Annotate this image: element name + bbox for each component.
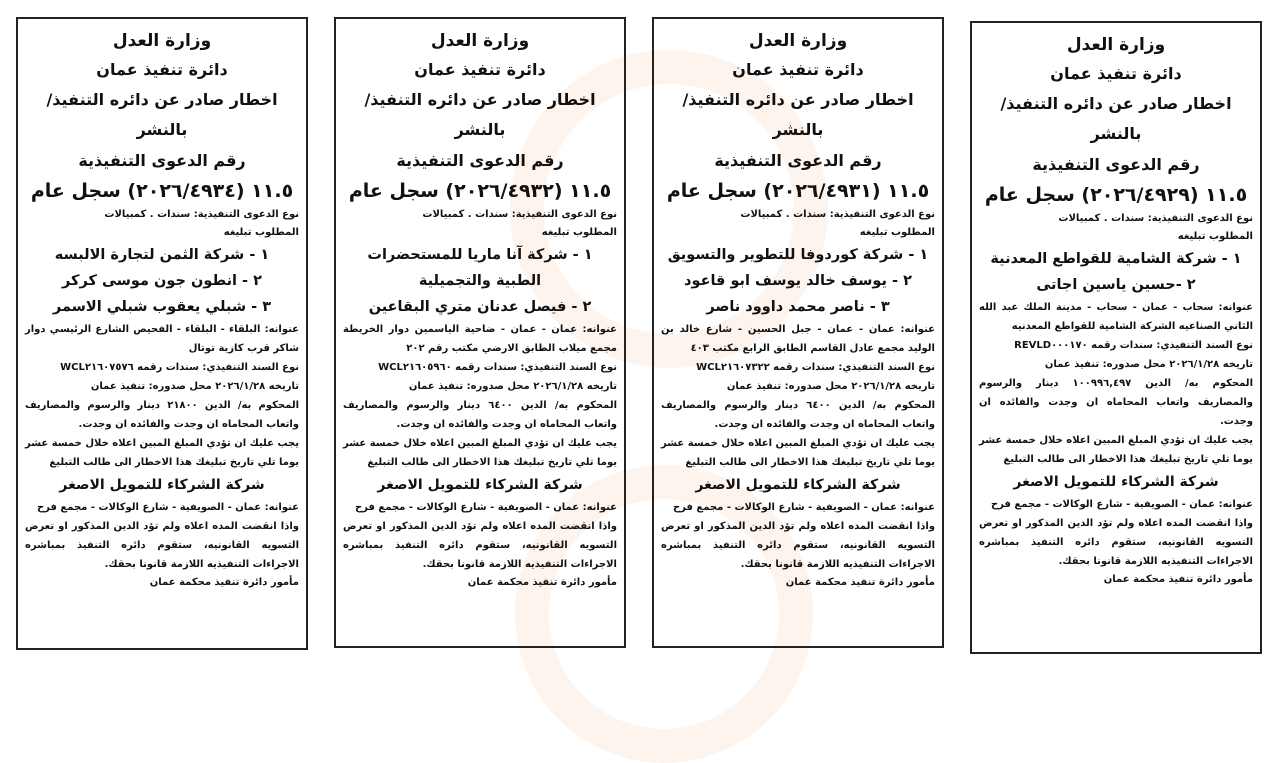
requested-label: المطلوب تبليغه (223, 227, 299, 238)
creditor-address: عنوانه: عمان - الصويفية - شارع الوكالات - مجمع فرح (672, 502, 935, 513)
notice-title: اخطار صادر عن دائره التنفيذ/ بالنشر (682, 90, 914, 139)
requested-label: المطلوب تبليغه (1177, 231, 1253, 242)
creditor-name: شركة الشركاء للتمويل الاصغر (695, 477, 901, 493)
department-heading: دائرة تنفيذ عمان (96, 60, 228, 79)
requested-label: المطلوب تبليغه (541, 227, 617, 238)
creditor-name: شركة الشركاء للتمويل الاصغر (377, 477, 583, 493)
department-heading: دائرة تنفيذ عمان (414, 60, 546, 79)
legal-notice (334, 17, 626, 648)
party-name: ١ - شركة الشامية للقواطع المعدنية (990, 251, 1242, 267)
creditor-name: شركة الشركاء للتمويل الاصغر (59, 477, 265, 493)
legal-notice (652, 17, 944, 648)
party-name: ٣ - ناصر محمد داوود ناصر (706, 299, 890, 315)
party-name: ١ - شركة الثمن لتجارة الالبسه (54, 247, 270, 263)
bond-type: نوع السند التنفيذي: سندات رقمه WCL٢١٦٠٥٩٦٠ (378, 362, 617, 373)
case-type: نوع الدعوى التنفيذية: سندات . كمبيالات (1058, 213, 1253, 224)
department-heading: دائرة تنفيذ عمان (1050, 64, 1182, 83)
bond-type: نوع السند التنفيذي: سندات رقمه WCL٢١٦٠٧٣٢٢ (696, 362, 935, 373)
legal-notice (970, 21, 1262, 654)
payment-notice: يجب عليك ان تؤدي المبلغ المبين اعلاه خلال خمسة عشر يوما تلي تاريخ تبليغك هذا الاخطار الى طالب التبليغ (978, 435, 1253, 465)
bond-date: تاريخه ٢٠٢٦/١/٢٨ محل صدوره: تنفيذ عمان (90, 381, 299, 392)
creditor-name: شركة الشركاء للتمويل الاصغر (1013, 474, 1219, 490)
party-name: ٢ - يوسف خالد يوسف ابو قاعود (684, 273, 912, 289)
case-number: ١١.٥ (٢٠٢٦/٤٩٣١) سجل عام (666, 180, 930, 202)
signature-line: مأمور دائرة تنفيذ محكمة عمان (1103, 574, 1253, 585)
ministry-heading: وزارة العدل (748, 31, 848, 51)
warning-text: واذا انقضت المده اعلاه ولم تؤد الدين المذكور او تعرض التسويه القانونيه، ستقوم دائره التنفيذ بمباشره الاجراءات التنفيذيه اللازمة قانونا بحقك. (25, 521, 299, 570)
notice-title: اخطار صادر عن دائره التنفيذ/ بالنشر (46, 90, 278, 139)
legal-notice (16, 17, 308, 650)
case-label: رقم الدعوى التنفيذية (1032, 155, 1200, 174)
case-number: ١١.٥ (٢٠٢٦/٤٩٣٤) سجل عام (30, 180, 294, 202)
case-number: ١١.٥ (٢٠٢٦/٤٩٢٩) سجل عام (984, 184, 1248, 206)
notice-title: اخطار صادر عن دائره التنفيذ/ بالنشر (1000, 94, 1232, 143)
case-label: رقم الدعوى التنفيذية (78, 151, 246, 170)
party-name: ٣ - شبلي يعقوب شبلي الاسمر (52, 299, 272, 315)
case-type: نوع الدعوى التنفيذية: سندات . كمبيالات (422, 209, 617, 220)
department-heading: دائرة تنفيذ عمان (732, 60, 864, 79)
signature-line: مأمور دائرة تنفيذ محكمة عمان (149, 577, 299, 588)
signature-line: مأمور دائرة تنفيذ محكمة عمان (467, 577, 617, 588)
case-type: نوع الدعوى التنفيذية: سندات . كمبيالات (104, 209, 299, 220)
judgment-amount: المحكوم به/ الدين ١٠٠٩٩٦,٤٩٧ دينار والرسوم والمصاريف واتعاب المحاماه ان وجدت والفائده ان وجدت. (979, 378, 1253, 427)
party-name: ١ - شركة آنا ماريا للمستحضرات الطبية والتجميلية (367, 247, 593, 289)
party-address: عنوانه: عمان - عمان - جبل الحسين - شارع خالد بن الوليد مجمع عادل القاسم الطابق الرابع مكتب ٤٠٣ (661, 324, 935, 354)
case-label: رقم الدعوى التنفيذية (714, 151, 882, 170)
ministry-heading: وزارة العدل (112, 31, 212, 51)
bond-date: تاريخه ٢٠٢٦/١/٢٨ محل صدوره: تنفيذ عمان (726, 381, 935, 392)
party-name: ٢ -حسين ياسين اجاتى (1036, 277, 1196, 293)
bond-type: نوع السند التنفيذي: سندات رقمه WCL٢١٦٠٧٥٧٦ (60, 362, 299, 373)
case-type: نوع الدعوى التنفيذية: سندات . كمبيالات (740, 209, 935, 220)
case-number: ١١.٥ (٢٠٢٦/٤٩٣٢) سجل عام (348, 180, 612, 202)
bond-date: تاريخه ٢٠٢٦/١/٢٨ محل صدوره: تنفيذ عمان (408, 381, 617, 392)
bond-type: نوع السند التنفيذي: سندات رقمه REVLD٠٠٠١٧٠ (1014, 340, 1253, 351)
ministry-heading: وزارة العدل (430, 31, 530, 51)
party-address: عنوانه: عمان - عمان - ضاحية الياسمين دوار الخريطة مجمع ميلاب الطابق الارضي مكتب رقم ٢٠٢ (343, 324, 617, 354)
creditor-address: عنوانه: عمان - الصويفية - شارع الوكالات - مجمع فرح (354, 502, 617, 513)
warning-text: واذا انقضت المده اعلاه ولم تؤد الدين المذكور او تعرض التسويه القانونيه، ستقوم دائره التنفيذ بمباشره الاجراءات التنفيذيه اللازمة قانونا بحقك. (979, 518, 1253, 567)
warning-text: واذا انقضت المده اعلاه ولم تؤد الدين المذكور او تعرض التسويه القانونيه، ستقوم دائره التنفيذ بمباشره الاجراءات التنفيذيه اللازمة قانونا بحقك. (343, 521, 617, 570)
creditor-address: عنوانه: عمان - الصويفية - شارع الوكالات - مجمع فرح (990, 499, 1253, 510)
notice-title: اخطار صادر عن دائره التنفيذ/ بالنشر (364, 90, 596, 139)
party-name: ٢ - فيصل عدنان متري البقاعين (368, 299, 592, 315)
bond-date: تاريخه ٢٠٢٦/١/٢٨ محل صدوره: تنفيذ عمان (1044, 359, 1253, 370)
judgment-amount: المحكوم به/ الدين ٦٤٠٠ دينار والرسوم والمصاريف واتعاب المحاماه ان وجدت والفائده ان وجدت. (343, 400, 618, 430)
party-name: ١ - شركة كوردوفا للتطوير والتسويق (667, 247, 929, 263)
judgment-amount: المحكوم به/ الدين ٦٤٠٠ دينار والرسوم والمصاريف واتعاب المحاماه ان وجدت والفائده ان وجدت. (661, 400, 936, 430)
payment-notice: يجب عليك ان تؤدي المبلغ المبين اعلاه خلال خمسة عشر يوما تلي تاريخ تبليغك هذا الاخطار الى طالب التبليغ (24, 438, 299, 468)
creditor-address: عنوانه: عمان - الصويفية - شارع الوكالات - مجمع فرح (36, 502, 299, 513)
party-name: ٢ - انطون جون موسى كركر (62, 273, 262, 289)
warning-text: واذا انقضت المده اعلاه ولم تؤد الدين المذكور او تعرض التسويه القانونيه، ستقوم دائره التنفيذ بمباشره الاجراءات التنفيذيه اللازمة قانونا بحقك. (661, 521, 935, 570)
requested-label: المطلوب تبليغه (859, 227, 935, 238)
party-address: عنوانه: سحاب - عمان - سحاب - مدينة الملك عبد الله الثاني الصناعيه الشركة الشامية للقواطع المعدنيه (979, 302, 1253, 332)
ministry-heading: وزارة العدل (1066, 35, 1166, 55)
case-label: رقم الدعوى التنفيذية (396, 151, 564, 170)
payment-notice: يجب عليك ان تؤدي المبلغ المبين اعلاه خلال خمسة عشر يوما تلي تاريخ تبليغك هذا الاخطار الى طالب التبليغ (660, 438, 935, 468)
signature-line: مأمور دائرة تنفيذ محكمة عمان (785, 577, 935, 588)
payment-notice: يجب عليك ان تؤدي المبلغ المبين اعلاه خلال خمسة عشر يوما تلي تاريخ تبليغك هذا الاخطار الى طالب التبليغ (342, 438, 617, 468)
judgment-amount: المحكوم به/ الدين ٢١٨٠٠ دينار والرسوم والمصاريف واتعاب المحاماه ان وجدت والفائده ان وجدت. (25, 400, 299, 430)
party-address: عنوانه: البلقاء - البلقاء - الفحيص الشارع الرئيسي دوار شاكر قرب كازية توتال (25, 324, 299, 354)
